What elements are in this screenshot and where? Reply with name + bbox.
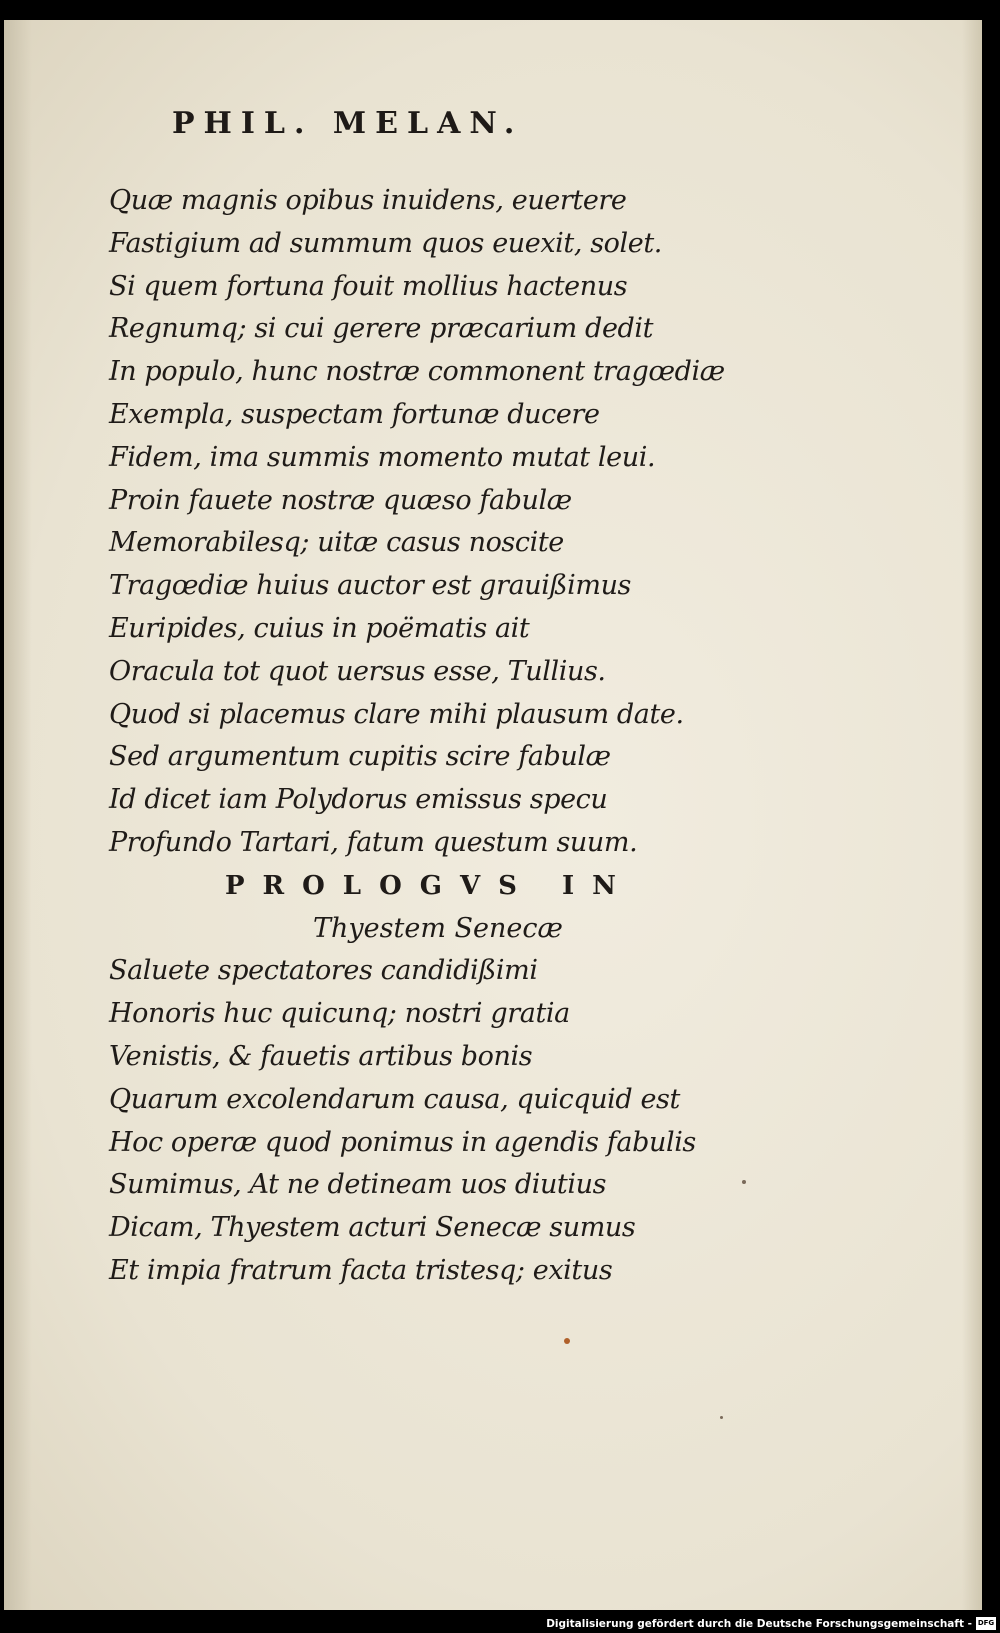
book-page <box>4 20 982 1610</box>
running-head: PHIL. MELAN. <box>172 106 524 141</box>
text-line: Id dicet iam Polydorus emissus specu <box>109 784 608 816</box>
prologue-line: Dicam, Thyestem acturi Senecæ sumus <box>109 1212 636 1244</box>
text-line: Proin fauete nostræ quæso fabulæ <box>109 484 572 516</box>
text-line: Profundo Tartari, fatum questum suum. <box>109 826 638 858</box>
ink-speck <box>720 1416 723 1419</box>
prologue-line: Hoc operæ quod ponimus in agendis fabulis <box>109 1126 696 1158</box>
prologue-line: Saluete spectatores candidißimi <box>109 955 538 987</box>
footer-bar <box>0 1610 1000 1633</box>
text-line: Fidem, ima summis momento mutat leui. <box>109 441 656 473</box>
text-line: In populo, hunc nostræ commonent tragœdiæ <box>109 356 725 388</box>
text-line: Oracula tot quot uersus esse, Tullius. <box>109 655 606 687</box>
ink-speck <box>742 1180 746 1184</box>
prologue-line: Quarum excolendarum causa, quicquid est <box>109 1083 680 1115</box>
section-heading: PROLOGVS IN <box>225 870 634 901</box>
text-line: Memorabilesq; uitæ casus noscite <box>109 527 564 559</box>
text-line: Sed argumentum cupitis scire fabulæ <box>109 741 611 773</box>
text-line: Regnumq; si cui gerere præcarium dedit <box>109 313 654 345</box>
prologue-line: Sumimus, At ne detineam uos diutius <box>109 1169 607 1201</box>
dfg-logo: DFG <box>976 1617 996 1630</box>
text-line: Quod si placemus clare mihi plausum date. <box>109 698 684 730</box>
text-block <box>109 180 729 1293</box>
prologue-line: Honoris huc quicunq; nostri gratia <box>109 998 570 1030</box>
prologue-line: Et impia fratrum facta tristesq; exitus <box>109 1254 613 1286</box>
digitization-credit: Digitalisierung gefördert durch die Deutsche Forschungsgemeinschaft - <box>546 1618 972 1630</box>
text-line: Si quem fortuna fouit mollius hactenus <box>109 270 628 302</box>
text-line: Euripides, cuius in poëmatis ait <box>109 612 530 644</box>
page-gutter-shadow <box>4 20 32 1610</box>
text-line: Fastigium ad summum quos euexit, solet. <box>109 227 662 259</box>
section-subheading: Thyestem Senecæ <box>313 912 563 944</box>
page-edge-shadow <box>962 20 982 1610</box>
text-line: Exempla, suspectam fortunæ ducere <box>109 398 600 430</box>
text-line: Tragœdiæ huius auctor est grauißimus <box>109 570 632 602</box>
text-line: Quæ magnis opibus inuidens, euertere <box>109 185 627 216</box>
prologue-line: Venistis, & fauetis artibus bonis <box>109 1040 533 1072</box>
ink-speck <box>564 1338 570 1344</box>
